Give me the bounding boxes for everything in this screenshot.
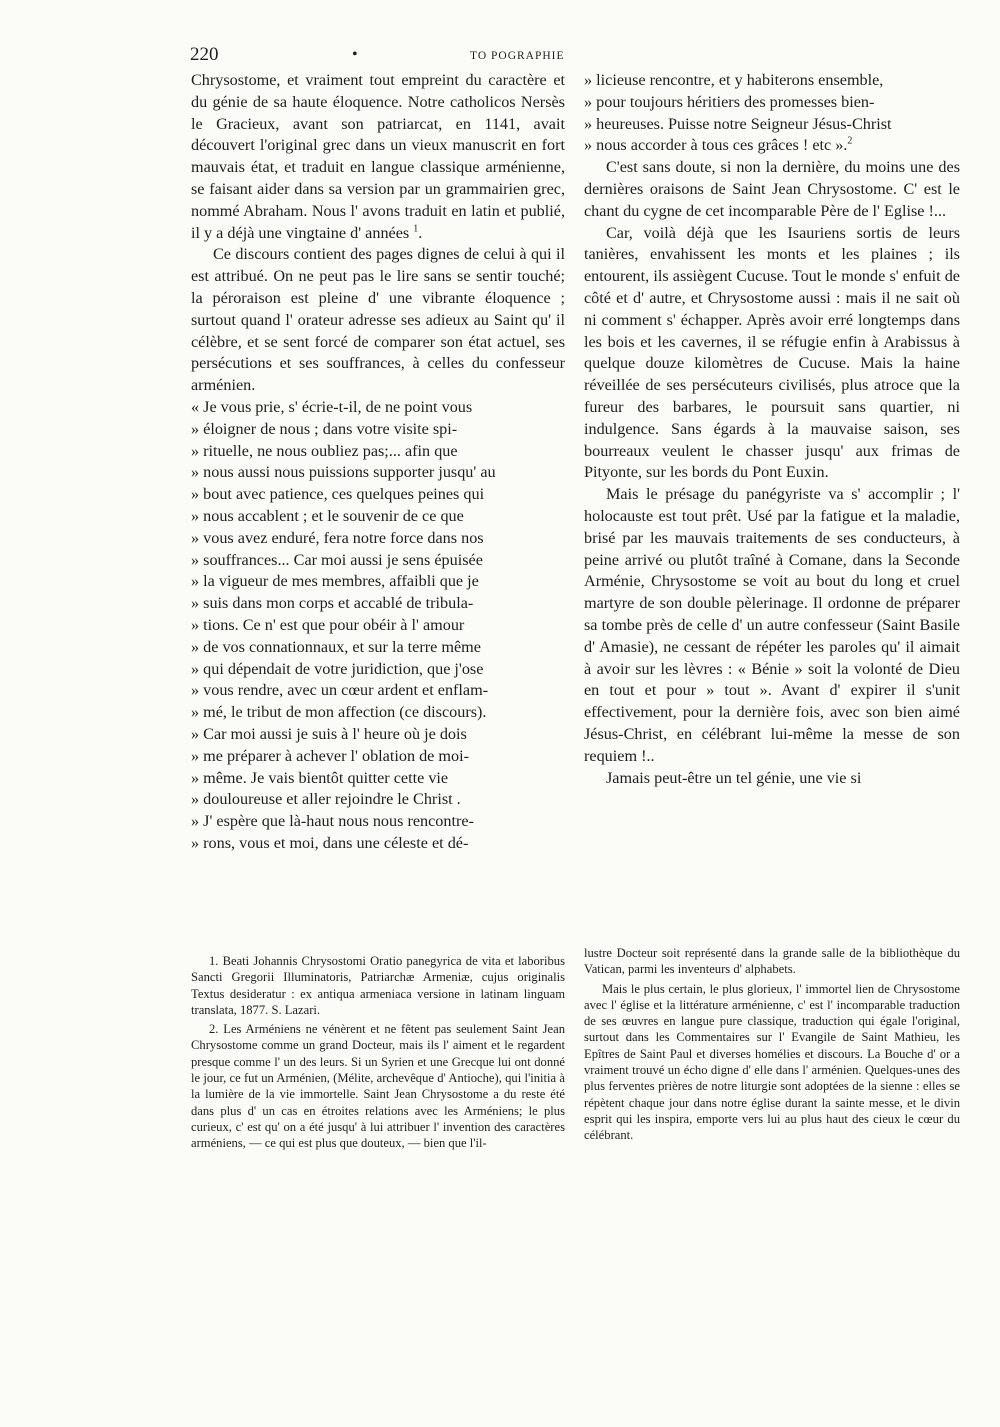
quote-line: » éloigner de nous ; dans votre visite spi-: [191, 419, 458, 438]
page-number: 220: [190, 44, 219, 65]
paragraph: Chrysostome, et vraiment tout empreint du caractère et du génie de sa haute éloquence. Notre catholicos Nersès le Gracieux, avant son patriarcat, en 1141, avait découvert l'original grec dans un vieux manuscrit en fort mauvais état, et traduit en langue classique arménienne, se faisant aider dans sa version par un grammairien grec, nommé Abraham. Nous l' avons traduit en latin et publié, il y a déjà une vingtaine d' années $^1$.: [191, 71, 565, 242]
quote-line: » même. Je vais bientôt quitter cette vie: [191, 768, 449, 787]
quote-line: » vous avez enduré, fera notre force dans nos: [191, 528, 484, 547]
running-head: TO POGRAPHIE: [470, 50, 565, 62]
quote-line: » pour toujours héritiers des promesses bien-: [584, 92, 875, 111]
footnote-2-paragraph: Mais le plus certain, le plus glorieux, l' immortel lien de Chrysostome avec l' église et la littérature arménienne, c' est l' incomparable traduction de ses œuvres en langue pure classique, traduction qui égale l'original, surtout dans les Commentaires sur l' Evangile de Saint Mathieu, les Epîtres de Saint Paul et diverses homélies et discours. La Bouche d' or a vraiment trouvé un écho digne d' elle dans l' arménien. Quelques-unes des plus ferventes prières de notre liturgie sont adoptées de la sienne : elles se répètent chaque jour dans notre église durant la sainte messe, et le divin esprit qui les inspira, emporte vers lui au plus haut des cieux le cœur du célébrant.: [584, 981, 960, 1143]
quote-line: » Car moi aussi je suis à l' heure où je dois: [191, 724, 467, 743]
quote-line: » vous rendre, avec un cœur ardent et enflam-: [191, 681, 489, 700]
footnote-ref[interactable]: 2: [847, 136, 853, 147]
left-column: [191, 70, 565, 855]
quotation-continued: [584, 70, 960, 157]
quote-line: » rituelle, ne nous oubliez pas;... afin que: [191, 441, 458, 460]
paragraph: Car, voilà déjà que les Isauriens sortis de leurs tanières, envahissent les monts et les plaines ; ils entourent, ils assiègent Cucuse. Tout le monde s' enfuit de côté et d' autre, et Chrysostome aussi : mais il ne sait où ni comment s' échapper. Après avoir erré longtemps dans les bois et les cavernes, il se réfugie enfin à Arabissus à quelque douze kilomètres de Cucuse. Mais la haine réveillée de ses persécuteurs civilisés, plus atroce que la fureur des barbares, le poursuit sans quartier, ni indulgence. Sans égards à la mauvaise saison, ses bourreaux veulent le chasser jusqu' aux frimas de Pityonte, sur les bords du Pont Euxin.: [584, 223, 960, 482]
right-column: [584, 70, 960, 789]
quote-line: » heureuses. Puisse notre Seigneur Jésus-Christ: [584, 114, 892, 133]
quote-line: » douloureuse et aller rejoindre le Christ .: [191, 790, 461, 809]
quote-line: » licieuse rencontre, et y habiterons ensemble,: [584, 71, 884, 89]
quote-line: » J' espère que là-haut nous nous rencontre-: [191, 812, 474, 831]
ink-dot: •: [352, 46, 358, 63]
quote-line: » de vos connationnaux, et sur la terre même: [191, 637, 481, 656]
footnote-2: 2. Les Arméniens ne vénèrent et ne fêtent pas seulement Saint Jean Chrysostome comme un grand Docteur, mais ils l' aiment et le regardent presque comme l' un des leurs. Si un Syrien et une Grecque lui ont donné le jour, ce fut un Arménien, (Mélite, archevêque d' Antioche), qui l'initia à la lumière de la vie immortelle. Saint Jean Chrysostome a du reste été dans plus d' un cas en étroites relations avec les Arméniens; le plus curieux, c' est qu' on a été jusqu' à lui attribuer l' invention des caractères arméniens, — ce qui est plus que douteux, — bien que l'il-: [191, 1022, 565, 1151]
quote-line: » nous aussi nous puissions supporter jusqu' au: [191, 463, 496, 482]
quote-line: » bout avec patience, ces quelques peines qui: [191, 485, 485, 504]
quotation: [191, 397, 565, 855]
quote-line: » tions. Ce n' est que pour obéir à l' amour: [191, 615, 465, 634]
paragraph: Mais le présage du panégyriste va s' accomplir ; l' holocauste est tout prêt. Usé par la fatigue et la maladie, brisé par les mauvais traitements de ses conducteurs, à peine arrivé ou plutôt traîné à Comane, dans la Seconde Arménie, Chrysostome se voit au bout du long et cruel martyre de son double pèlerinage. Il ordonne de préparer sa tombe près de celle d' un autre confesseur (Saint Basile d' Amasie), ne cessant de répéter les paroles qu' il aimait à avoir sur les lèvres : « Bénie » soit la volonté de Dieu en tout et pour » tout ». Avant d' expirer il s'unit effectivement, pour la dernière fois, avec son bien aimé Jésus-Christ, en célébrant lui-même la messe de son requiem !..: [584, 485, 960, 765]
paragraph: Jamais peut-être un tel génie, une vie si: [606, 768, 862, 787]
footnotes-right: [584, 945, 960, 1147]
quote-line: » rons, vous et moi, dans une céleste et dé-: [191, 833, 469, 852]
footnote-2-continued: lustre Docteur soit représenté dans la grande salle de la bibliothèque du Vatican, parmi les inventeurs d' alphabets.: [584, 946, 960, 977]
quote-line: » souffrances... Car moi aussi je sens épuisée: [191, 550, 483, 569]
quote-line: » qui dépendait de votre juridiction, que j'ose: [191, 659, 484, 678]
quote-line: » me préparer à achever l' oblation de moi-: [191, 746, 469, 765]
paragraph: Ce discours contient des pages dignes de celui à qui il est attribué. On ne peut pas le lire sans se sentir touché; la péroraison est pleine d' une vibrante éloquence ; surtout quand l' orateur adresse ses adieux au Saint qu' il célèbre, et se sent forcé de comparer son état actuel, ses persécutions et ses souffrances, à celles du confesseur arménien.: [191, 245, 565, 395]
quote-line: » nous accorder à tous ces grâces ! etc ».$^2$: [584, 136, 853, 155]
quote-line: » mé, le tribut de mon affection (ce discours).: [191, 703, 487, 722]
footnote-ref[interactable]: 1: [413, 223, 419, 235]
quote-line: » suis dans mon corps et accablé de tribula-: [191, 594, 474, 613]
quote-line: » nous accablent ; et le souvenir de ce que: [191, 506, 464, 525]
footnotes-left: [191, 953, 565, 1155]
quote-line: « Je vous prie, s' écrie-t-il, de ne point vous: [191, 397, 473, 416]
footnote-1: 1. Beati Johannis Chrysostomi Oratio panegyrica de vita et laboribus Sancti Gregorii Illuminatoris, Patriarchæ Armeniæ, cujus originalis Textus desideratur : ex antiqua armeniaca versione in latinam linguam translata, 1877. S. Lazari.: [191, 954, 565, 1017]
quote-line: » la vigueur de mes membres, affaibli que je: [191, 572, 479, 591]
paragraph: C'est sans doute, si non la dernière, du moins une des dernières oraisons de Saint Jean Chrysostome. C' est le chant du cygne de cet incomparable Père de l' Eglise !...: [584, 158, 960, 220]
